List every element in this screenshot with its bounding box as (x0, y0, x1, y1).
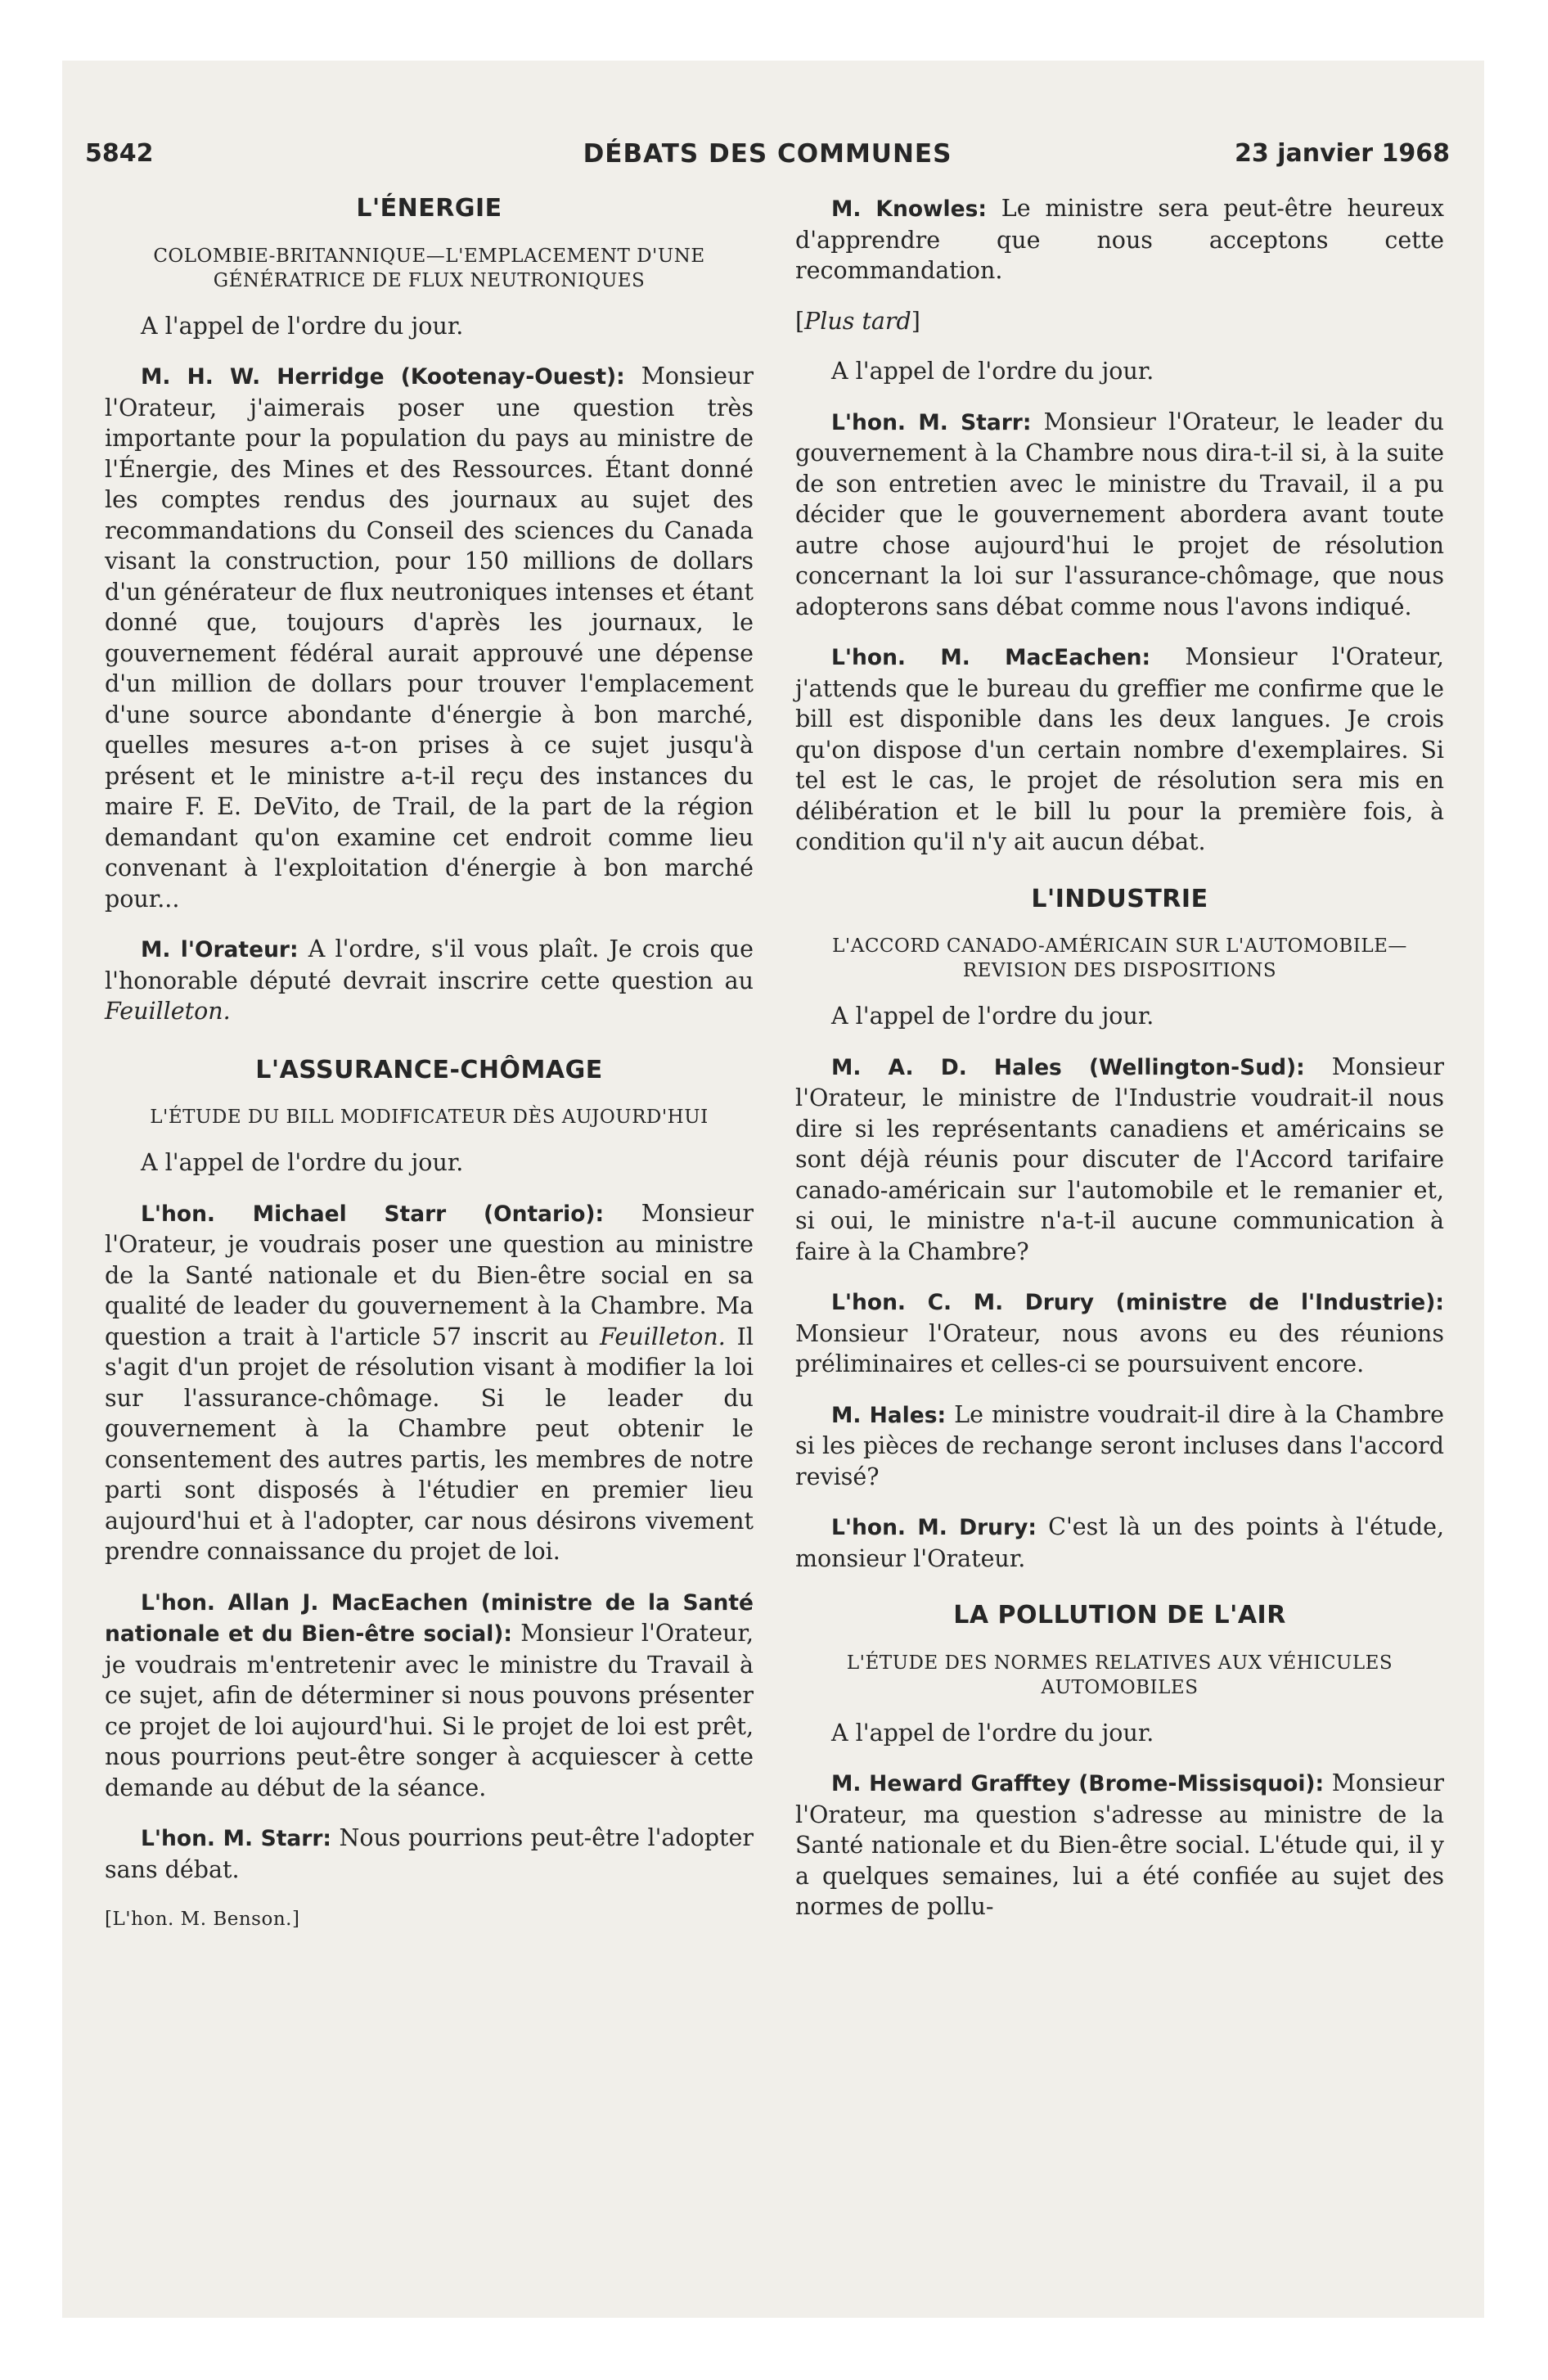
starr-reply-paragraph (105, 1823, 754, 1885)
footnote-speaker: [L'hon. M. Benson.] (105, 1909, 300, 1930)
section-heading-pollution: LA POLLUTION DE L'AIR (953, 1601, 1286, 1629)
section-heading-energie: L'ÉNERGIE (356, 194, 502, 223)
issue-date: 23 janvier 1968 (1235, 139, 1450, 168)
subheading-energie: COLOMBIE-BRITANNIQUE—L'EMPLACEMENT D'UNE GÉNÉRATRICE DE FLUX NEUTRONIQUES (153, 245, 705, 291)
speaker-name: L'hon. M. Starr: (141, 1826, 332, 1851)
speaker-name: L'hon. Allan J. MacEachen (ministre de la Santé nationale et du Bien-être social): (105, 1589, 754, 1647)
grafftey-paragraph (795, 1768, 1444, 1922)
starr-paragraph (795, 407, 1444, 623)
speaker-name: L'hon. M. Drury: (831, 1515, 1037, 1540)
speech-text: Monsieur l'Orateur, je voudrais poser une question au ministre de la Santé nationale et du Bien-être social en sa qualité de leader du gouvernement à la Chambre. Ma question a trait à l'article 57 inscrit au (105, 1199, 754, 1350)
speech-text: C'est là un des points à l'étude, monsieur l'Orateur. (795, 1513, 1445, 1572)
speech-text: Il s'agit d'un projet de résolution visant à modifier la loi sur l'assurance-chômage. Si le leader du gouvernement à la Chambre peut obtenir le consentement des autres partis, les membres de notre parti sont disposés à l'étudier en premier lieu aujourd'hui et à l'adopter, car nous désirons vivement prendre connaissance du projet de loi. (105, 1323, 754, 1565)
speech-text: Monsieur l'Orateur, je voudrais m'entretenir avec le ministre du Travail à ce sujet, afin de déterminer si nous pouvons présenter ce projet de loi aujourd'hui. Si le projet de loi est prêt, nous pourrions peut-être songer à acquiescer à cette demande au début de la séance. (105, 1620, 754, 1801)
plus-tard-text: Plus tard (804, 307, 911, 335)
herridge-paragraph (105, 361, 754, 914)
starr-paragraph (105, 1198, 754, 1567)
order-of-day: A l'appel de l'ordre du jour. (831, 1003, 1154, 1030)
speech-text: Le ministre voudrait-il dire à la Chambre si les pièces de rechange seront incluses dans l'accord revisé? (795, 1400, 1444, 1490)
maceachen-paragraph (795, 642, 1444, 858)
plus-tard-note: [Plus tard] (795, 307, 920, 335)
running-header (85, 139, 1450, 175)
knowles-paragraph (795, 193, 1444, 286)
section-heading-industrie: L'INDUSTRIE (1031, 884, 1208, 913)
speech-text: A l'ordre, s'il vous plaît. Je crois que l'honorable député devrait inscrire cette question au (105, 935, 754, 994)
speech-text: Nous pourrions peut-être l'adopter sans débat. (105, 1824, 754, 1883)
speaker-name: M. Heward Grafftey (Brome-Missisquoi): (831, 1771, 1325, 1796)
orateur-paragraph (105, 934, 754, 1027)
subheading-industrie: L'ACCORD CANADO-AMÉRICAIN SUR L'AUTOMOBILE—REVISION DES DISPOSITIONS (832, 935, 1407, 981)
drury-paragraph (795, 1287, 1444, 1380)
order-of-day: A l'appel de l'ordre du jour. (141, 312, 464, 340)
left-column (105, 193, 754, 1936)
speech-text: Monsieur l'Orateur, le ministre de l'Industrie voudrait-il nous dire si les représentants canadiens et américains se sont déjà réunis pour discuter de l'Accord tarifaire canado-américain sur l'automobile et le remanier et, si oui, le ministre n'a-t-il aucune communication à faire à la Chambre? (795, 1053, 1445, 1265)
speaker-name: L'hon. M. MacEachen: (831, 645, 1151, 670)
subheading-pollution: L'ÉTUDE DES NORMES RELATIVES AUX VÉHICULES AUTOMOBILES (846, 1652, 1393, 1698)
speech-text: Monsieur l'Orateur, le leader du gouvernement à la Chambre nous dira-t-il si, à la suite de son entretien avec le ministre du Travail, il a pu décider que le gouvernement abordera avant toute autre chose aujourd'hui le projet de résolution concernant la loi sur l'assurance-chômage, que nous adopterons sans débat comme nous l'avons indiqué. (795, 408, 1444, 620)
order-of-day: A l'appel de l'ordre du jour. (831, 1719, 1154, 1747)
feuilleton-italic: Feuilleton. (105, 998, 231, 1025)
speaker-name: M. H. W. Herridge (Kootenay-Ouest): (141, 364, 625, 390)
page-number: 5842 (85, 139, 154, 168)
speech-text: Monsieur l'Orateur, j'attends que le bureau du greffier me confirme que le bill est disponible dans les deux langues. Je crois qu'on dispose d'un certain nombre d'exemplaires. Si tel est le cas, le projet de résolution sera mis en délibération et le bill lu pour la première fois, à condition qu'il n'y ait aucun débat. (795, 643, 1444, 855)
speech-text: Monsieur l'Orateur, nous avons eu des réunions préliminaires et celles-ci se poursuivent encore. (795, 1319, 1444, 1377)
hales-paragraph (795, 1052, 1444, 1268)
speech-text: Monsieur l'Orateur, ma question s'adresse au ministre de la Santé nationale et du Bien-être social. L'étude qui, il y a quelques semaines, lui a été confiée au sujet des normes de pollu- (795, 1769, 1444, 1920)
speaker-name: M. Hales: (831, 1402, 947, 1428)
speech-text: Monsieur l'Orateur, j'aimerais poser une question très importante pour la population du pays au ministre de l'Énergie, des Mines et des Ressources. Étant donné les comptes rendus des journaux au sujet des recommandations du Conseil des sciences du Canada visant la construction, pour 150 millions de dollars d'un générateur de flux neutroniques intenses et étant donné que, toujours d'après les journaux, le gouvernement fédéral aurait approuvé une dépense d'un million de dollars pour trouver l'emplacement d'une source abondante d'énergie à bon marché, quelles mesures a-t-on prises à ce sujet jusqu'à présent et le ministre a-t-il reçu des instances du maire F. E. DeVito, de Trail, de la part de la région demandant qu'on examine cet endroit comme lieu convenant à l'exploitation d'énergie à bon marché pour... (105, 363, 754, 913)
speech-text: Le ministre sera peut-être heureux d'apprendre que nous acceptons cette recommandation. (795, 195, 1444, 284)
order-of-day: A l'appel de l'ordre du jour. (831, 358, 1154, 385)
subheading-assurance: L'ÉTUDE DU BILL MODIFICATEUR DÈS AUJOURD'HUI (150, 1107, 709, 1128)
speaker-name: M. l'Orateur: (141, 937, 299, 962)
speaker-name: L'hon. Michael Starr (Ontario): (141, 1201, 605, 1227)
right-column (795, 193, 1444, 1942)
maceachen-paragraph (105, 1587, 754, 1804)
speaker-name: L'hon. C. M. Drury (ministre de l'Industrie): (831, 1290, 1444, 1315)
speaker-name: M. Knowles: (831, 196, 987, 222)
drury-reply-paragraph (795, 1512, 1444, 1574)
speaker-name: M. A. D. Hales (Wellington-Sud): (831, 1054, 1305, 1080)
order-of-day: A l'appel de l'ordre du jour. (141, 1149, 464, 1176)
hales-followup-paragraph (795, 1400, 1444, 1493)
speaker-name: L'hon. M. Starr: (831, 409, 1032, 435)
publication-title: DÉBATS DES COMMUNES (583, 139, 952, 169)
feuilleton-italic: Feuilleton. (600, 1323, 726, 1350)
section-heading-assurance: L'ASSURANCE-CHÔMAGE (255, 1055, 603, 1084)
